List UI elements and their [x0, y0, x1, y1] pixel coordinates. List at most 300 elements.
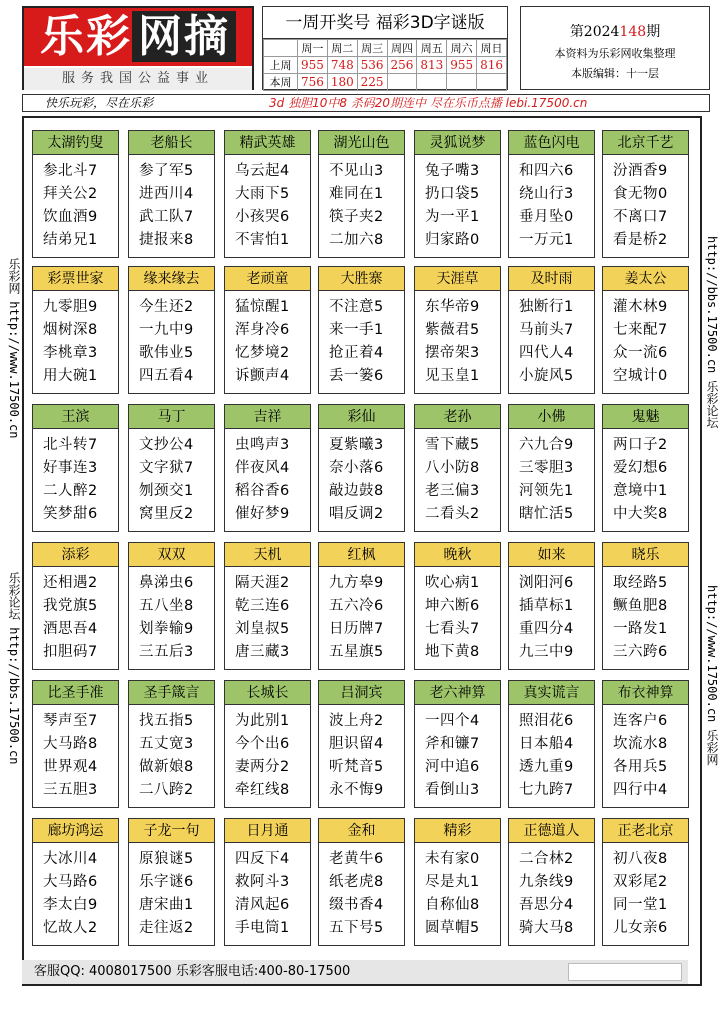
riddle-line: 猛惊醒1 [235, 299, 290, 315]
card-title: 晓乐 [603, 543, 688, 567]
draw-number: 748 [327, 57, 357, 74]
riddle-line: 武工队7 [139, 209, 194, 225]
riddle-line: 河中追6 [425, 759, 480, 775]
card-title: 精武英雄 [225, 131, 310, 155]
riddle-line: 歌伟业5 [139, 345, 194, 361]
riddle-line: 二八跨2 [139, 782, 194, 798]
riddle-line: 稻谷香6 [235, 483, 290, 499]
riddle-line: 夏紫曦3 [329, 437, 384, 453]
riddle-card [32, 130, 119, 258]
card-title: 及时雨 [509, 267, 594, 291]
day-cell: 周五 [417, 40, 447, 57]
riddle-line: 不害怕1 [235, 232, 290, 248]
riddle-line: 用大碗1 [43, 368, 98, 384]
card-title: 廊坊鸿运 [33, 819, 118, 843]
card-items [225, 291, 310, 388]
riddle-line: 波上舟2 [329, 713, 384, 729]
riddle-line: 七看头7 [425, 621, 480, 637]
card-title: 布衣神算 [603, 681, 688, 705]
riddle-line: 河领先1 [519, 483, 574, 499]
card-title: 缘来缘去 [129, 267, 214, 291]
card-title: 日月通 [225, 819, 310, 843]
riddle-line: 马前头7 [519, 322, 574, 338]
draw-results [262, 6, 508, 90]
riddle-line: 三六跨6 [613, 644, 668, 660]
riddle-line: 进西川4 [139, 186, 194, 202]
riddle-line: 忆故人2 [43, 920, 98, 936]
card-title: 姜太公 [603, 267, 688, 291]
riddle-line: 文字狱7 [139, 460, 194, 476]
riddle-line: 永不悔9 [329, 782, 384, 798]
card-items [319, 567, 404, 664]
riddle-line: 乌云起4 [235, 163, 290, 179]
riddle-line: 四行中4 [613, 782, 668, 798]
riddle-line: 大冰川4 [43, 851, 98, 867]
card-items [129, 843, 214, 940]
riddle-line: 忆梦境2 [235, 345, 290, 361]
draw-title: 一周开奖号 福彩3D字谜版 [263, 7, 507, 39]
riddle-line: 九方皋9 [329, 575, 384, 591]
riddle-card [602, 130, 689, 258]
card-items [33, 429, 118, 526]
side-text-left-bottom: 乐彩论坛 http://bbs.17500.cn [7, 572, 21, 765]
riddle-line: 一九中9 [139, 322, 194, 338]
riddle-line: 儿女亲6 [613, 920, 668, 936]
riddle-line: 我党旗5 [43, 598, 98, 614]
riddle-line: 九三中9 [519, 644, 574, 660]
draw-row-this-week [264, 74, 507, 91]
riddle-line: 窝里反2 [139, 506, 194, 522]
riddle-line: 五星旗5 [329, 644, 384, 660]
riddle-line: 三五后3 [139, 644, 194, 660]
riddle-line: 烟树深8 [43, 322, 98, 338]
riddle-line: 坤六断6 [425, 598, 480, 614]
riddle-line: 同一堂1 [613, 897, 668, 913]
card-title: 老船长 [129, 131, 214, 155]
riddle-line: 抢正着4 [329, 345, 384, 361]
card-title: 天涯草 [415, 267, 500, 291]
riddle-card [128, 404, 215, 532]
riddle-line: 五八坐8 [139, 598, 194, 614]
riddle-card [128, 266, 215, 394]
riddle-line: 七九跨7 [519, 782, 574, 798]
riddle-line: 二人醉2 [43, 483, 98, 499]
card-items [129, 291, 214, 388]
riddle-line: 兔子嘴3 [425, 163, 480, 179]
card-title: 灵狐说梦 [415, 131, 500, 155]
riddle-line: 坎流水8 [613, 736, 668, 752]
riddle-line: 老三偏3 [425, 483, 480, 499]
card-items [415, 843, 500, 940]
card-title: 鬼魅 [603, 405, 688, 429]
draw-number: 536 [357, 57, 387, 74]
riddle-line: 东华帝9 [425, 299, 480, 315]
draw-number [447, 74, 477, 91]
riddle-card [224, 404, 311, 532]
riddle-line: 琴声至7 [43, 713, 98, 729]
riddle-line: 浏阳河6 [519, 575, 574, 591]
riddle-card [414, 680, 501, 808]
draw-number: 813 [417, 57, 447, 74]
riddle-line: 透九重9 [519, 759, 574, 775]
riddle-line: 唱反调2 [329, 506, 384, 522]
card-title: 天机 [225, 543, 310, 567]
draw-number: 955 [447, 57, 477, 74]
riddle-line: 四代人4 [519, 345, 574, 361]
riddle-line: 骑大马8 [519, 920, 574, 936]
side-text-left-top: 乐彩网 http://www.17500.cn [7, 258, 21, 439]
draw-number [417, 74, 447, 91]
riddle-line: 汾酒香9 [613, 163, 668, 179]
card-title: 圣手箴言 [129, 681, 214, 705]
banner [22, 94, 710, 112]
riddle-line: 酒思吾4 [43, 621, 98, 637]
logo [22, 6, 254, 90]
riddle-line: 不注意5 [329, 299, 384, 315]
day-cell: 周二 [327, 40, 357, 57]
card-title: 比圣手准 [33, 681, 118, 705]
riddle-card [414, 266, 501, 394]
riddle-line: 走往返2 [139, 920, 194, 936]
riddle-line: 敲边鼓8 [329, 483, 384, 499]
riddle-line: 原狼谜5 [139, 851, 194, 867]
card-items [33, 291, 118, 388]
card-items [33, 155, 118, 252]
draw-number: 816 [477, 57, 507, 74]
card-title: 王滨 [33, 405, 118, 429]
riddle-line: 照泪花6 [519, 713, 574, 729]
riddle-card [414, 542, 501, 670]
header [0, 0, 720, 92]
riddle-line: 虫鸣声3 [235, 437, 290, 453]
draw-number [477, 74, 507, 91]
day-cell: 周六 [447, 40, 477, 57]
card-title: 正德道人 [509, 819, 594, 843]
riddle-card [224, 130, 311, 258]
riddle-line: 斧和镰7 [425, 736, 480, 752]
riddle-card [224, 542, 311, 670]
logo-text-a: 乐彩 [40, 11, 132, 62]
card-items [603, 843, 688, 940]
riddle-line: 李太白9 [43, 897, 98, 913]
riddle-line: 筷子夹2 [329, 209, 384, 225]
riddle-line: 李桃章3 [43, 345, 98, 361]
riddle-line: 六九合9 [519, 437, 574, 453]
draw-number: 256 [387, 57, 417, 74]
riddle-card [318, 404, 405, 532]
riddle-card [224, 818, 311, 946]
riddle-line: 扔口袋5 [425, 186, 480, 202]
riddle-card [318, 266, 405, 394]
riddle-card [602, 542, 689, 670]
riddle-line: 意境中1 [613, 483, 668, 499]
side-text-right-bottom: http://www.17500.cn 乐彩网 [705, 585, 719, 766]
riddle-line: 灌木林9 [613, 299, 668, 315]
riddle-line: 双彩尾2 [613, 874, 668, 890]
riddle-line: 日本船4 [519, 736, 574, 752]
row-label: 上周 [264, 57, 298, 74]
riddle-line: 日历牌7 [329, 621, 384, 637]
riddle-line: 吾思分4 [519, 897, 574, 913]
riddle-card [128, 130, 215, 258]
issue-editor: 本版编辑：十一层 [571, 67, 659, 80]
card-title: 长城长 [225, 681, 310, 705]
riddle-line: 大马路8 [43, 736, 98, 752]
riddle-line: 九零胆9 [43, 299, 98, 315]
riddle-line: 拜关公2 [43, 186, 98, 202]
riddle-line: 众一流6 [613, 345, 668, 361]
riddle-line: 刘皇叔5 [235, 621, 290, 637]
card-items [603, 429, 688, 526]
draw-number: 756 [298, 74, 328, 91]
riddle-line: 来一手1 [329, 322, 384, 338]
riddle-line: 好事连3 [43, 460, 98, 476]
card-items [319, 291, 404, 388]
card-items [319, 155, 404, 252]
card-items [33, 705, 118, 802]
draw-table [263, 39, 507, 91]
draw-number: 180 [327, 74, 357, 91]
riddle-line: 五六冷6 [329, 598, 384, 614]
card-title: 北京千艺 [603, 131, 688, 155]
riddle-line: 唐三藏3 [235, 644, 290, 660]
riddle-line: 中大奖8 [613, 506, 668, 522]
riddle-card [32, 266, 119, 394]
card-items [225, 705, 310, 802]
card-title: 添彩 [33, 543, 118, 567]
card-title: 红枫 [319, 543, 404, 567]
card-items [509, 291, 594, 388]
card-items [225, 429, 310, 526]
riddle-line: 取经路5 [613, 575, 668, 591]
riddle-line: 丢一篓6 [329, 368, 384, 384]
row-label: 本周 [264, 74, 298, 91]
riddle-line: 参北斗7 [43, 163, 98, 179]
riddle-line: 乾三连6 [235, 598, 290, 614]
riddle-line: 瞎忙活5 [519, 506, 574, 522]
riddle-line: 催好梦9 [235, 506, 290, 522]
card-items [509, 429, 594, 526]
riddle-card [32, 818, 119, 946]
riddle-line: 四反下4 [235, 851, 290, 867]
riddle-line: 小孩哭6 [235, 209, 290, 225]
card-title: 精彩 [415, 819, 500, 843]
card-title: 蓝色闪电 [509, 131, 594, 155]
riddle-line: 清风起6 [235, 897, 290, 913]
card-title: 湖光山色 [319, 131, 404, 155]
riddle-line: 乐字谜6 [139, 874, 194, 890]
riddle-line: 重四分4 [519, 621, 574, 637]
card-items [509, 705, 594, 802]
riddle-line: 见玉皇1 [425, 368, 480, 384]
riddle-card [32, 680, 119, 808]
day-cell: 周四 [387, 40, 417, 57]
card-items [319, 843, 404, 940]
riddle-line: 捷报来8 [139, 232, 194, 248]
riddle-line: 爱幻想6 [613, 460, 668, 476]
riddle-line: 刎颈交1 [139, 483, 194, 499]
riddle-line: 大马路6 [43, 874, 98, 890]
riddle-line: 各用兵5 [613, 759, 668, 775]
card-title: 真实谎言 [509, 681, 594, 705]
card-items [319, 429, 404, 526]
riddle-line: 食无物0 [613, 186, 668, 202]
riddle-card [318, 818, 405, 946]
footer-blank-box [568, 963, 682, 981]
card-items [225, 155, 310, 252]
issue-suffix: 期 [646, 24, 661, 40]
riddle-line: 难同在1 [329, 186, 384, 202]
banner-promo[interactable]: 3d 独胆10中8 杀码20期连中 尽在乐币点播 lebi.17500.cn [269, 96, 588, 110]
riddle-card [128, 680, 215, 808]
day-cell: 周一 [298, 40, 328, 57]
riddle-line: 四五看4 [139, 368, 194, 384]
riddle-line: 饮血酒9 [43, 209, 98, 225]
riddle-card [318, 680, 405, 808]
riddle-line: 纸老虎8 [329, 874, 384, 890]
banner-slogan: 快乐玩彩，尽在乐彩 [45, 96, 154, 110]
card-items [415, 291, 500, 388]
riddle-line: 尽是丸1 [425, 874, 480, 890]
riddle-line: 五丈宽3 [139, 736, 194, 752]
issue-line [521, 21, 709, 41]
card-items [603, 705, 688, 802]
riddle-line: 连客户6 [613, 713, 668, 729]
logo-slogan: 服务我国公益事业 [24, 68, 252, 90]
card-title: 彩仙 [319, 405, 404, 429]
riddle-line: 二合林2 [519, 851, 574, 867]
draw-days-row [264, 40, 507, 57]
card-title: 老顽童 [225, 267, 310, 291]
card-items [509, 843, 594, 940]
riddle-card [508, 680, 595, 808]
riddle-line: 今个出6 [235, 736, 290, 752]
riddle-card [508, 130, 595, 258]
card-items [225, 843, 310, 940]
card-title: 小佛 [509, 405, 594, 429]
riddle-line: 插草标1 [519, 598, 574, 614]
card-title: 彩票世家 [33, 267, 118, 291]
footer-contact: 客服QQ: 4008017500 乐彩客服电话:400-80-17500 [34, 964, 351, 979]
riddle-line: 缀书香4 [329, 897, 384, 913]
card-items [33, 843, 118, 940]
card-title: 马丁 [129, 405, 214, 429]
riddle-line: 二看头2 [425, 506, 480, 522]
riddle-card [224, 266, 311, 394]
riddle-line: 圆草帽5 [425, 920, 480, 936]
card-items [603, 291, 688, 388]
draw-number: 225 [357, 74, 387, 91]
riddle-line: 伴夜风4 [235, 460, 290, 476]
card-title: 太湖钓叟 [33, 131, 118, 155]
riddle-line: 北斗转7 [43, 437, 98, 453]
riddle-line: 扣胆码7 [43, 644, 98, 660]
riddle-card [224, 680, 311, 808]
card-items [603, 155, 688, 252]
riddle-grid [22, 116, 702, 986]
card-items [509, 567, 594, 664]
logo-text-b: 网摘 [132, 11, 236, 62]
riddle-card [508, 818, 595, 946]
riddle-card [602, 680, 689, 808]
draw-corner-cell [264, 40, 298, 57]
footer [22, 960, 688, 984]
riddle-line: 牵红线8 [235, 782, 290, 798]
riddle-line: 妻两分2 [235, 759, 290, 775]
riddle-line: 三五胆3 [43, 782, 98, 798]
riddle-line: 鼻涕虫6 [139, 575, 194, 591]
riddle-line: 和四六6 [519, 163, 574, 179]
card-title: 正老北京 [603, 819, 688, 843]
issue-note: 本资料为乐彩网收集整理 [554, 47, 676, 60]
riddle-line: 不见山3 [329, 163, 384, 179]
card-items [33, 567, 118, 664]
card-items [415, 155, 500, 252]
riddle-line: 大雨下5 [235, 186, 290, 202]
riddle-card [128, 542, 215, 670]
card-title: 老六神算 [415, 681, 500, 705]
riddle-line: 紫薇君5 [425, 322, 480, 338]
riddle-card [508, 266, 595, 394]
card-items [509, 155, 594, 252]
riddle-line: 还相遇2 [43, 575, 98, 591]
card-items [225, 567, 310, 664]
riddle-line: 救阿斗3 [235, 874, 290, 890]
riddle-line: 找五指5 [139, 713, 194, 729]
draw-number: 955 [298, 57, 328, 74]
riddle-card [602, 404, 689, 532]
card-title: 吉祥 [225, 405, 310, 429]
riddle-line: 手电筒1 [235, 920, 290, 936]
riddle-card [318, 130, 405, 258]
riddle-card [602, 818, 689, 946]
side-text-right-top: http://bbs.17500.cn 乐彩论坛 [705, 236, 719, 429]
riddle-line: 听梵音5 [329, 759, 384, 775]
riddle-line: 小旋风5 [519, 368, 574, 384]
riddle-line: 隔天涯2 [235, 575, 290, 591]
card-items [129, 429, 214, 526]
riddle-line: 鳜鱼肥8 [613, 598, 668, 614]
riddle-line: 看倒山3 [425, 782, 480, 798]
riddle-line: 垂月坠0 [519, 209, 574, 225]
card-title: 老孙 [415, 405, 500, 429]
card-title: 双双 [129, 543, 214, 567]
riddle-line: 九条线9 [519, 874, 574, 890]
card-items [603, 567, 688, 664]
card-items [415, 705, 500, 802]
issue-number: 148 [619, 24, 647, 40]
card-title: 子龙一句 [129, 819, 214, 843]
riddle-card [508, 404, 595, 532]
riddle-card [32, 404, 119, 532]
riddle-line: 今生还2 [139, 299, 194, 315]
riddle-line: 为一平1 [425, 209, 480, 225]
logo-text [24, 8, 252, 66]
card-items [129, 567, 214, 664]
card-items [129, 705, 214, 802]
riddle-line: 二加六8 [329, 232, 384, 248]
card-items [129, 155, 214, 252]
riddle-line: 笑梦甜6 [43, 506, 98, 522]
riddle-line: 自称仙8 [425, 897, 480, 913]
riddle-line: 五下号5 [329, 920, 384, 936]
card-title: 晚秋 [415, 543, 500, 567]
riddle-line: 三零胆3 [519, 460, 574, 476]
riddle-line: 不离口7 [613, 209, 668, 225]
riddle-card [32, 542, 119, 670]
riddle-line: 浑身冷6 [235, 322, 290, 338]
card-items [415, 429, 500, 526]
